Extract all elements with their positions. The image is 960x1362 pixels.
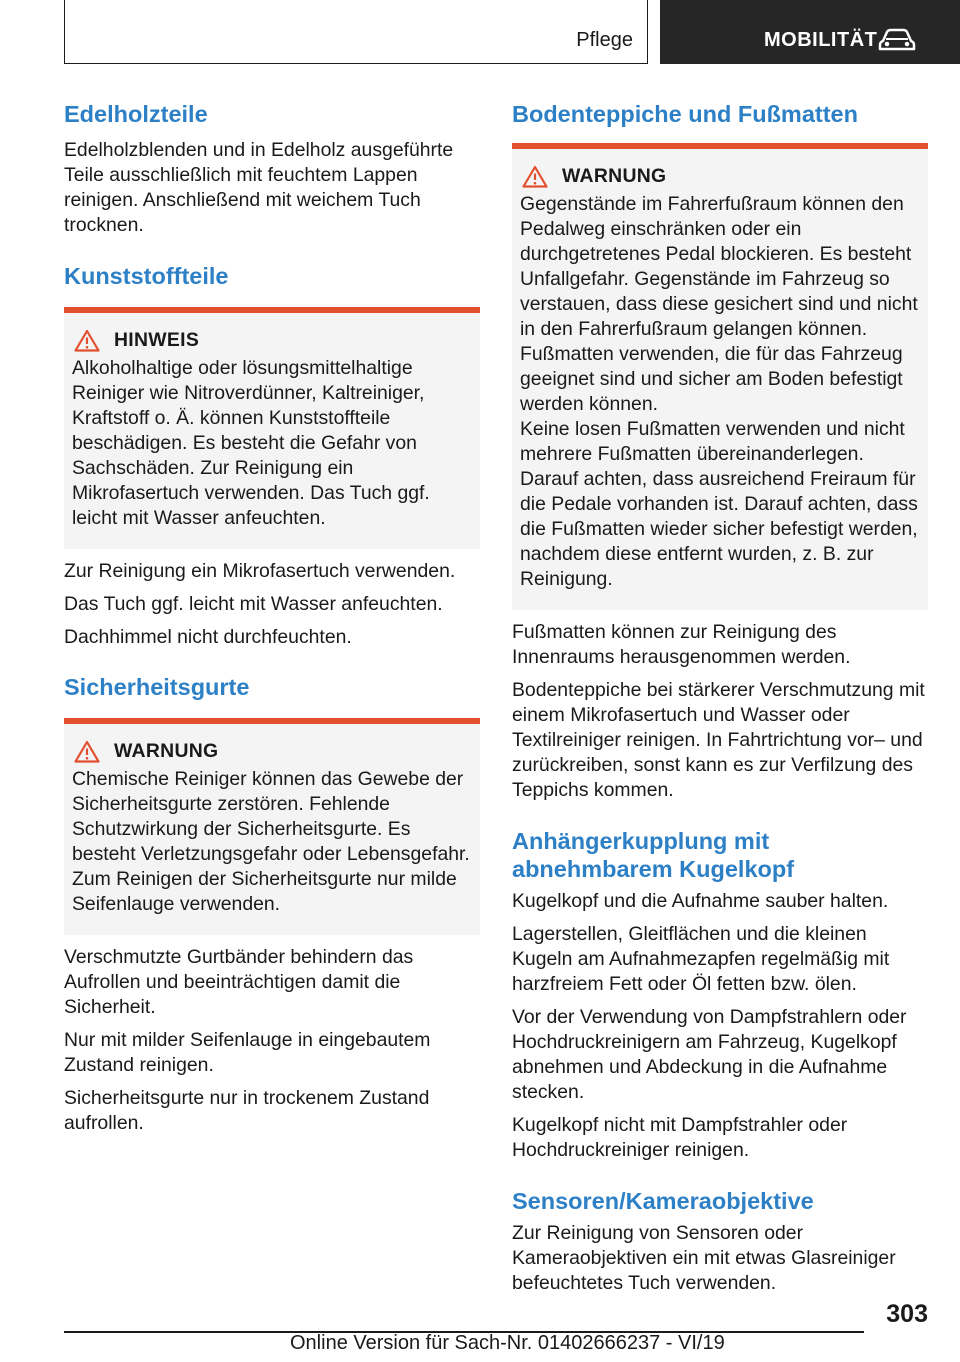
warnung-box-gurte (64, 718, 480, 935)
paragraph-edelholz: Edelholzblenden und in Edelholz ausgeführte Teile ausschließlich mit feuchtem Lappen reinigen. Anschließend mit weichem Tuch trocknen. (64, 139, 454, 236)
warning-triangle-icon (74, 740, 100, 763)
hinweis-title: HINWEIS (114, 329, 200, 351)
hinweis-text: Alkoholhaltige oder lösungsmittelhaltige Reiniger wie Nitroverdünner, Kaltreiniger, Kraftstoff o. Ä. können Kunststoffteile beschädigen. Es besteht die Gefahr von Sachschäden. Zur Reinigung ein Mikrofasertuch verwenden. Das Tuch ggf. leicht mit Wasser anfeuchten. (72, 357, 430, 529)
header-chapter-tab[interactable] (660, 0, 960, 64)
heading-bodenteppiche: Bodenteppiche und Fußmatten (512, 101, 858, 127)
car-icon (878, 27, 916, 53)
paragraph-gurte-2: Nur mit milder Seifenlauge in eingebautem Zustand reinigen. (64, 1029, 431, 1076)
paragraph-boden-1: Fußmatten können zur Reinigung des Innenraums herausgenommen werden. (512, 621, 851, 668)
paragraph-sensoren: Zur Reinigung von Sensoren oder Kameraobjektiven ein mit etwas Glasreiniger befeuchtetes Tuch verwenden. (512, 1222, 896, 1294)
heading-sensoren: Sensoren/Kameraobjektive (512, 1188, 814, 1214)
paragraph-anh-1: Kugelkopf und die Aufnahme sauber halten. (512, 890, 889, 912)
left-column (64, 100, 480, 1136)
paragraph-boden-2: Bodenteppiche bei stärkerer Verschmutzung mit einem Mikrofasertuch und Wasser oder Textilreiniger reinigen. In Fahrtrichtung vor– und zurückreiben, sonst kann es zur Verfilzung des Teppichs kommen. (512, 679, 925, 801)
warnung-text-2: Keine losen Fußmatten verwenden und nicht mehrere Fußmatten übereinanderlegen. Darauf achten, dass ausreichend Freiraum für die Pedale vorhanden ist. Darauf achten, dass die Fußmatten wieder sicher befestigt werden, nachdem diese entfernt wurden, z. B. zur Reinigung. (520, 418, 918, 590)
warning-triangle-icon (522, 165, 548, 188)
paragraph-kunststoff-3: Dachhimmel nicht durchfeuchten. (64, 626, 352, 648)
footer-version-text: Online Version für Sach-Nr. 01402666237 - VI/19 (290, 1332, 725, 1354)
header-section-label: Pflege (576, 29, 633, 51)
heading-anhaengerkupplung: Anhängerkupplung mit abnehmbarem Kugelkopf (512, 828, 795, 882)
heading-kunststoffteile: Kunststoffteile (64, 263, 229, 289)
header-section-box (64, 0, 648, 64)
heading-edelholzteile: Edelholzteile (64, 101, 208, 127)
warnung-title: WARNUNG (562, 165, 667, 187)
paragraph-anh-3: Vor der Verwendung von Dampfstrahlern oder Hochdruckreinigern am Fahrzeug, Kugelkopf abnehmen und Abdeckung in die Aufnahme stecken. (512, 1006, 907, 1103)
paragraph-gurte-3: Sicherheitsgurte nur in trockenem Zustand aufrollen. (64, 1087, 430, 1134)
hinweis-box (64, 307, 480, 549)
warning-triangle-icon (74, 329, 100, 352)
warnung-title: WARNUNG (114, 740, 219, 762)
paragraph-anh-4: Kugelkopf nicht mit Dampfstrahler oder Hochdruckreiniger reinigen. (512, 1114, 848, 1161)
warnung-box-fussmatten (512, 143, 928, 610)
paragraph-anh-2: Lagerstellen, Gleitflächen und die kleinen Kugeln am Aufnahmezapfen regelmäßig mit harzfreiem Fett oder Öl fetten bzw. ölen. (512, 923, 890, 995)
heading-sicherheitsgurte: Sicherheitsgurte (64, 674, 250, 700)
header-chapter-label: MOBILITÄT (764, 29, 878, 51)
warnung-text: Chemische Reiniger können das Gewebe der Sicherheitsgurte zerstören. Fehlende Schutzwirkung der Sicherheitsgurte. Es besteht Verletzungsgefahr oder Lebensgefahr. Zum Reinigen der Sicherheitsgurte nur milde Seifenlauge verwenden. (72, 768, 470, 915)
paragraph-kunststoff-1: Zur Reinigung ein Mikrofasertuch verwenden. (64, 560, 456, 582)
page-number: 303 (886, 1300, 928, 1328)
right-column (512, 100, 928, 1296)
warnung-text-1: Gegenstände im Fahrerfußraum können den Pedalweg einschränken oder ein durchgetretenes Pedal blockieren. Es besteht Unfallgefahr. Gegenstände im Fahrzeug so verstauen, dass diese gesichert sind und nicht in den Fahrerfußraum gelangen können. Fußmatten verwenden, die für das Fahrzeug geeignet sind und sicher am Boden befestigt werden können. (520, 193, 918, 415)
paragraph-gurte-1: Verschmutzte Gurtbänder behindern das Aufrollen und beeinträchtigen damit die Sicherheit. (64, 946, 414, 1018)
paragraph-kunststoff-2: Das Tuch ggf. leicht mit Wasser anfeuchten. (64, 593, 443, 615)
